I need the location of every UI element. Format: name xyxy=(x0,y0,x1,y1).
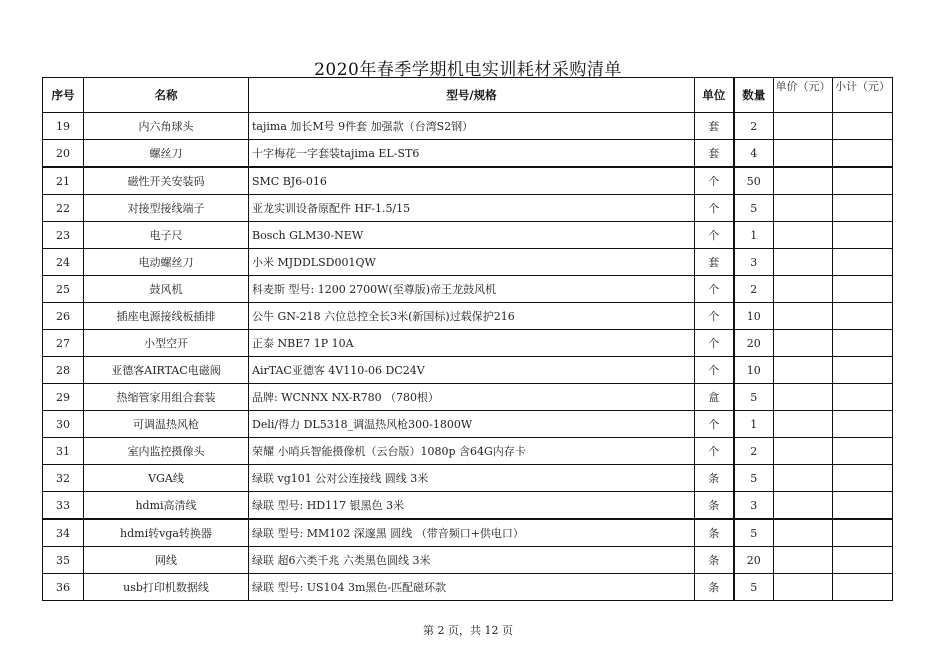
cell-model: 公牛 GN-218 六位总控全长3米(新国标)过载保护216 xyxy=(249,303,695,330)
cell-index: 35 xyxy=(43,547,84,574)
table-body xyxy=(43,113,893,601)
cell-model: 科麦斯 型号: 1200 2700W(至尊版)帝王龙鼓风机 xyxy=(249,276,695,303)
cell-index: 20 xyxy=(43,140,84,168)
cell-subtotal[interactable] xyxy=(833,384,893,411)
cell-subtotal[interactable] xyxy=(833,113,893,140)
cell-name: usb打印机数据线 xyxy=(84,574,249,601)
cell-model: 荣耀 小哨兵智能摄像机（云台版）1080p 含64G内存卡 xyxy=(249,438,695,465)
table-row xyxy=(43,384,893,411)
cell-unit: 盒 xyxy=(695,384,734,411)
table-row xyxy=(43,547,893,574)
cell-name: 对接型接线端子 xyxy=(84,195,249,222)
cell-model: Bosch GLM30-NEW xyxy=(249,222,695,249)
table-row xyxy=(43,411,893,438)
header-qty: 数量 xyxy=(734,78,774,113)
cell-unit: 个 xyxy=(695,167,734,195)
cell-unit-price[interactable] xyxy=(774,384,833,411)
table-row xyxy=(43,222,893,249)
cell-model: Deli/得力 DL5318_调温热风枪300-1800W xyxy=(249,411,695,438)
cell-unit: 个 xyxy=(695,303,734,330)
cell-index: 19 xyxy=(43,113,84,140)
cell-unit: 条 xyxy=(695,519,734,547)
cell-unit: 个 xyxy=(695,222,734,249)
cell-name: 室内监控摄像头 xyxy=(84,438,249,465)
cell-unit-price[interactable] xyxy=(774,465,833,492)
cell-unit-price[interactable] xyxy=(774,519,833,547)
cell-unit: 个 xyxy=(695,357,734,384)
cell-qty: 4 xyxy=(734,140,774,168)
cell-name: 网线 xyxy=(84,547,249,574)
cell-index: 31 xyxy=(43,438,84,465)
cell-qty: 1 xyxy=(734,222,774,249)
purchase-list-table xyxy=(42,77,893,601)
cell-subtotal[interactable] xyxy=(833,547,893,574)
table-row xyxy=(43,574,893,601)
cell-model: 绿联 超6六类千兆 六类黑色圆线 3米 xyxy=(249,547,695,574)
cell-index: 21 xyxy=(43,167,84,195)
cell-unit: 个 xyxy=(695,276,734,303)
cell-subtotal[interactable] xyxy=(833,303,893,330)
cell-index: 32 xyxy=(43,465,84,492)
cell-unit: 条 xyxy=(695,547,734,574)
cell-name: 电动螺丝刀 xyxy=(84,249,249,276)
cell-index: 29 xyxy=(43,384,84,411)
cell-model: SMC BJ6-016 xyxy=(249,167,695,195)
cell-model: 绿联 vg101 公对公连接线 圆线 3米 xyxy=(249,465,695,492)
header-unit-price: 单价（元） xyxy=(774,78,833,113)
cell-qty: 5 xyxy=(734,195,774,222)
cell-unit-price[interactable] xyxy=(774,140,833,168)
cell-model: 品牌: WCNNX NX-R780 （780根） xyxy=(249,384,695,411)
cell-unit-price[interactable] xyxy=(774,438,833,465)
cell-subtotal[interactable] xyxy=(833,167,893,195)
cell-index: 36 xyxy=(43,574,84,601)
cell-unit-price[interactable] xyxy=(774,547,833,574)
table-row xyxy=(43,140,893,168)
cell-name: 小型空开 xyxy=(84,330,249,357)
cell-index: 30 xyxy=(43,411,84,438)
cell-unit: 条 xyxy=(695,492,734,520)
header-unit: 单位 xyxy=(695,78,734,113)
cell-index: 27 xyxy=(43,330,84,357)
cell-model: 亚龙实训设备原配件 HF-1.5/15 xyxy=(249,195,695,222)
cell-model: 正泰 NBE7 1P 10A xyxy=(249,330,695,357)
cell-subtotal[interactable] xyxy=(833,276,893,303)
cell-subtotal[interactable] xyxy=(833,574,893,601)
cell-unit: 个 xyxy=(695,195,734,222)
cell-subtotal[interactable] xyxy=(833,438,893,465)
cell-qty: 20 xyxy=(734,330,774,357)
cell-name: hdmi转vga转换器 xyxy=(84,519,249,547)
cell-name: hdmi高清线 xyxy=(84,492,249,520)
cell-index: 34 xyxy=(43,519,84,547)
cell-unit-price[interactable] xyxy=(774,249,833,276)
table-row xyxy=(43,113,893,140)
cell-unit: 套 xyxy=(695,249,734,276)
header-subtotal: 小计（元） xyxy=(833,78,893,113)
cell-index: 23 xyxy=(43,222,84,249)
cell-unit: 个 xyxy=(695,438,734,465)
cell-qty: 2 xyxy=(734,438,774,465)
cell-unit: 条 xyxy=(695,574,734,601)
table-row xyxy=(43,167,893,195)
cell-unit: 套 xyxy=(695,140,734,168)
cell-qty: 10 xyxy=(734,303,774,330)
cell-unit: 套 xyxy=(695,113,734,140)
cell-subtotal[interactable] xyxy=(833,465,893,492)
cell-qty: 10 xyxy=(734,357,774,384)
header-model: 型号/规格 xyxy=(249,78,695,113)
cell-subtotal[interactable] xyxy=(833,330,893,357)
cell-model: tajima 加长M号 9件套 加强款（台湾S2钢） xyxy=(249,113,695,140)
cell-unit-price[interactable] xyxy=(774,195,833,222)
table-row xyxy=(43,492,893,520)
cell-index: 24 xyxy=(43,249,84,276)
cell-model: 绿联 型号: HD117 银黑色 3米 xyxy=(249,492,695,520)
cell-unit-price[interactable] xyxy=(774,574,833,601)
cell-unit-price[interactable] xyxy=(774,113,833,140)
cell-qty: 3 xyxy=(734,249,774,276)
table-row xyxy=(43,438,893,465)
header-name: 名称 xyxy=(84,78,249,113)
cell-unit-price[interactable] xyxy=(774,167,833,195)
cell-subtotal[interactable] xyxy=(833,519,893,547)
table-row xyxy=(43,303,893,330)
page-title: 2020年春季学期机电实训耗材采购清单 xyxy=(314,60,622,80)
cell-subtotal[interactable] xyxy=(833,222,893,249)
table-row xyxy=(43,519,893,547)
cell-name: 鼓风机 xyxy=(84,276,249,303)
cell-qty: 50 xyxy=(734,167,774,195)
cell-unit-price[interactable] xyxy=(774,330,833,357)
table-row xyxy=(43,195,893,222)
cell-name: VGA线 xyxy=(84,465,249,492)
cell-unit-price[interactable] xyxy=(774,492,833,520)
page-footer: 第 2 页，共 12 页 xyxy=(423,624,513,637)
cell-unit-price[interactable] xyxy=(774,411,833,438)
cell-index: 22 xyxy=(43,195,84,222)
cell-qty: 5 xyxy=(734,519,774,547)
cell-qty: 2 xyxy=(734,113,774,140)
cell-name: 热缩管家用组合套装 xyxy=(84,384,249,411)
cell-qty: 3 xyxy=(734,492,774,520)
cell-index: 26 xyxy=(43,303,84,330)
cell-name: 亚德客AIRTAC电磁阀 xyxy=(84,357,249,384)
header-index: 序号 xyxy=(43,78,84,113)
cell-qty: 5 xyxy=(734,574,774,601)
cell-model: 十字梅花一字套装tajima EL-ST6 xyxy=(249,140,695,168)
cell-model: 绿联 型号: MM102 深邃黑 圆线 （带音频口+供电口） xyxy=(249,519,695,547)
cell-name: 磁性开关安装码 xyxy=(84,167,249,195)
cell-index: 25 xyxy=(43,276,84,303)
cell-unit: 条 xyxy=(695,465,734,492)
cell-qty: 1 xyxy=(734,411,774,438)
cell-name: 电子尺 xyxy=(84,222,249,249)
table-row xyxy=(43,249,893,276)
cell-unit-price[interactable] xyxy=(774,303,833,330)
table-row xyxy=(43,465,893,492)
cell-subtotal[interactable] xyxy=(833,492,893,520)
cell-subtotal[interactable] xyxy=(833,411,893,438)
cell-name: 插座电源接线板插排 xyxy=(84,303,249,330)
cell-unit: 个 xyxy=(695,411,734,438)
cell-subtotal[interactable] xyxy=(833,357,893,384)
table-row xyxy=(43,276,893,303)
cell-qty: 5 xyxy=(734,384,774,411)
cell-model: 绿联 型号: US104 3m黑色-匹配磁环款 xyxy=(249,574,695,601)
table-row xyxy=(43,357,893,384)
cell-unit: 个 xyxy=(695,330,734,357)
cell-qty: 5 xyxy=(734,465,774,492)
table-row xyxy=(43,330,893,357)
cell-subtotal[interactable] xyxy=(833,140,893,168)
cell-index: 33 xyxy=(43,492,84,520)
cell-name: 螺丝刀 xyxy=(84,140,249,168)
cell-name: 可调温热风枪 xyxy=(84,411,249,438)
header-row xyxy=(43,78,893,113)
cell-qty: 20 xyxy=(734,547,774,574)
cell-qty: 2 xyxy=(734,276,774,303)
cell-unit-price[interactable] xyxy=(774,357,833,384)
cell-subtotal[interactable] xyxy=(833,249,893,276)
cell-unit-price[interactable] xyxy=(774,222,833,249)
cell-subtotal[interactable] xyxy=(833,195,893,222)
cell-model: AirTAC亚德客 4V110-06 DC24V xyxy=(249,357,695,384)
cell-model: 小米 MJDDLSD001QW xyxy=(249,249,695,276)
cell-unit-price[interactable] xyxy=(774,276,833,303)
cell-index: 28 xyxy=(43,357,84,384)
cell-name: 内六角球头 xyxy=(84,113,249,140)
